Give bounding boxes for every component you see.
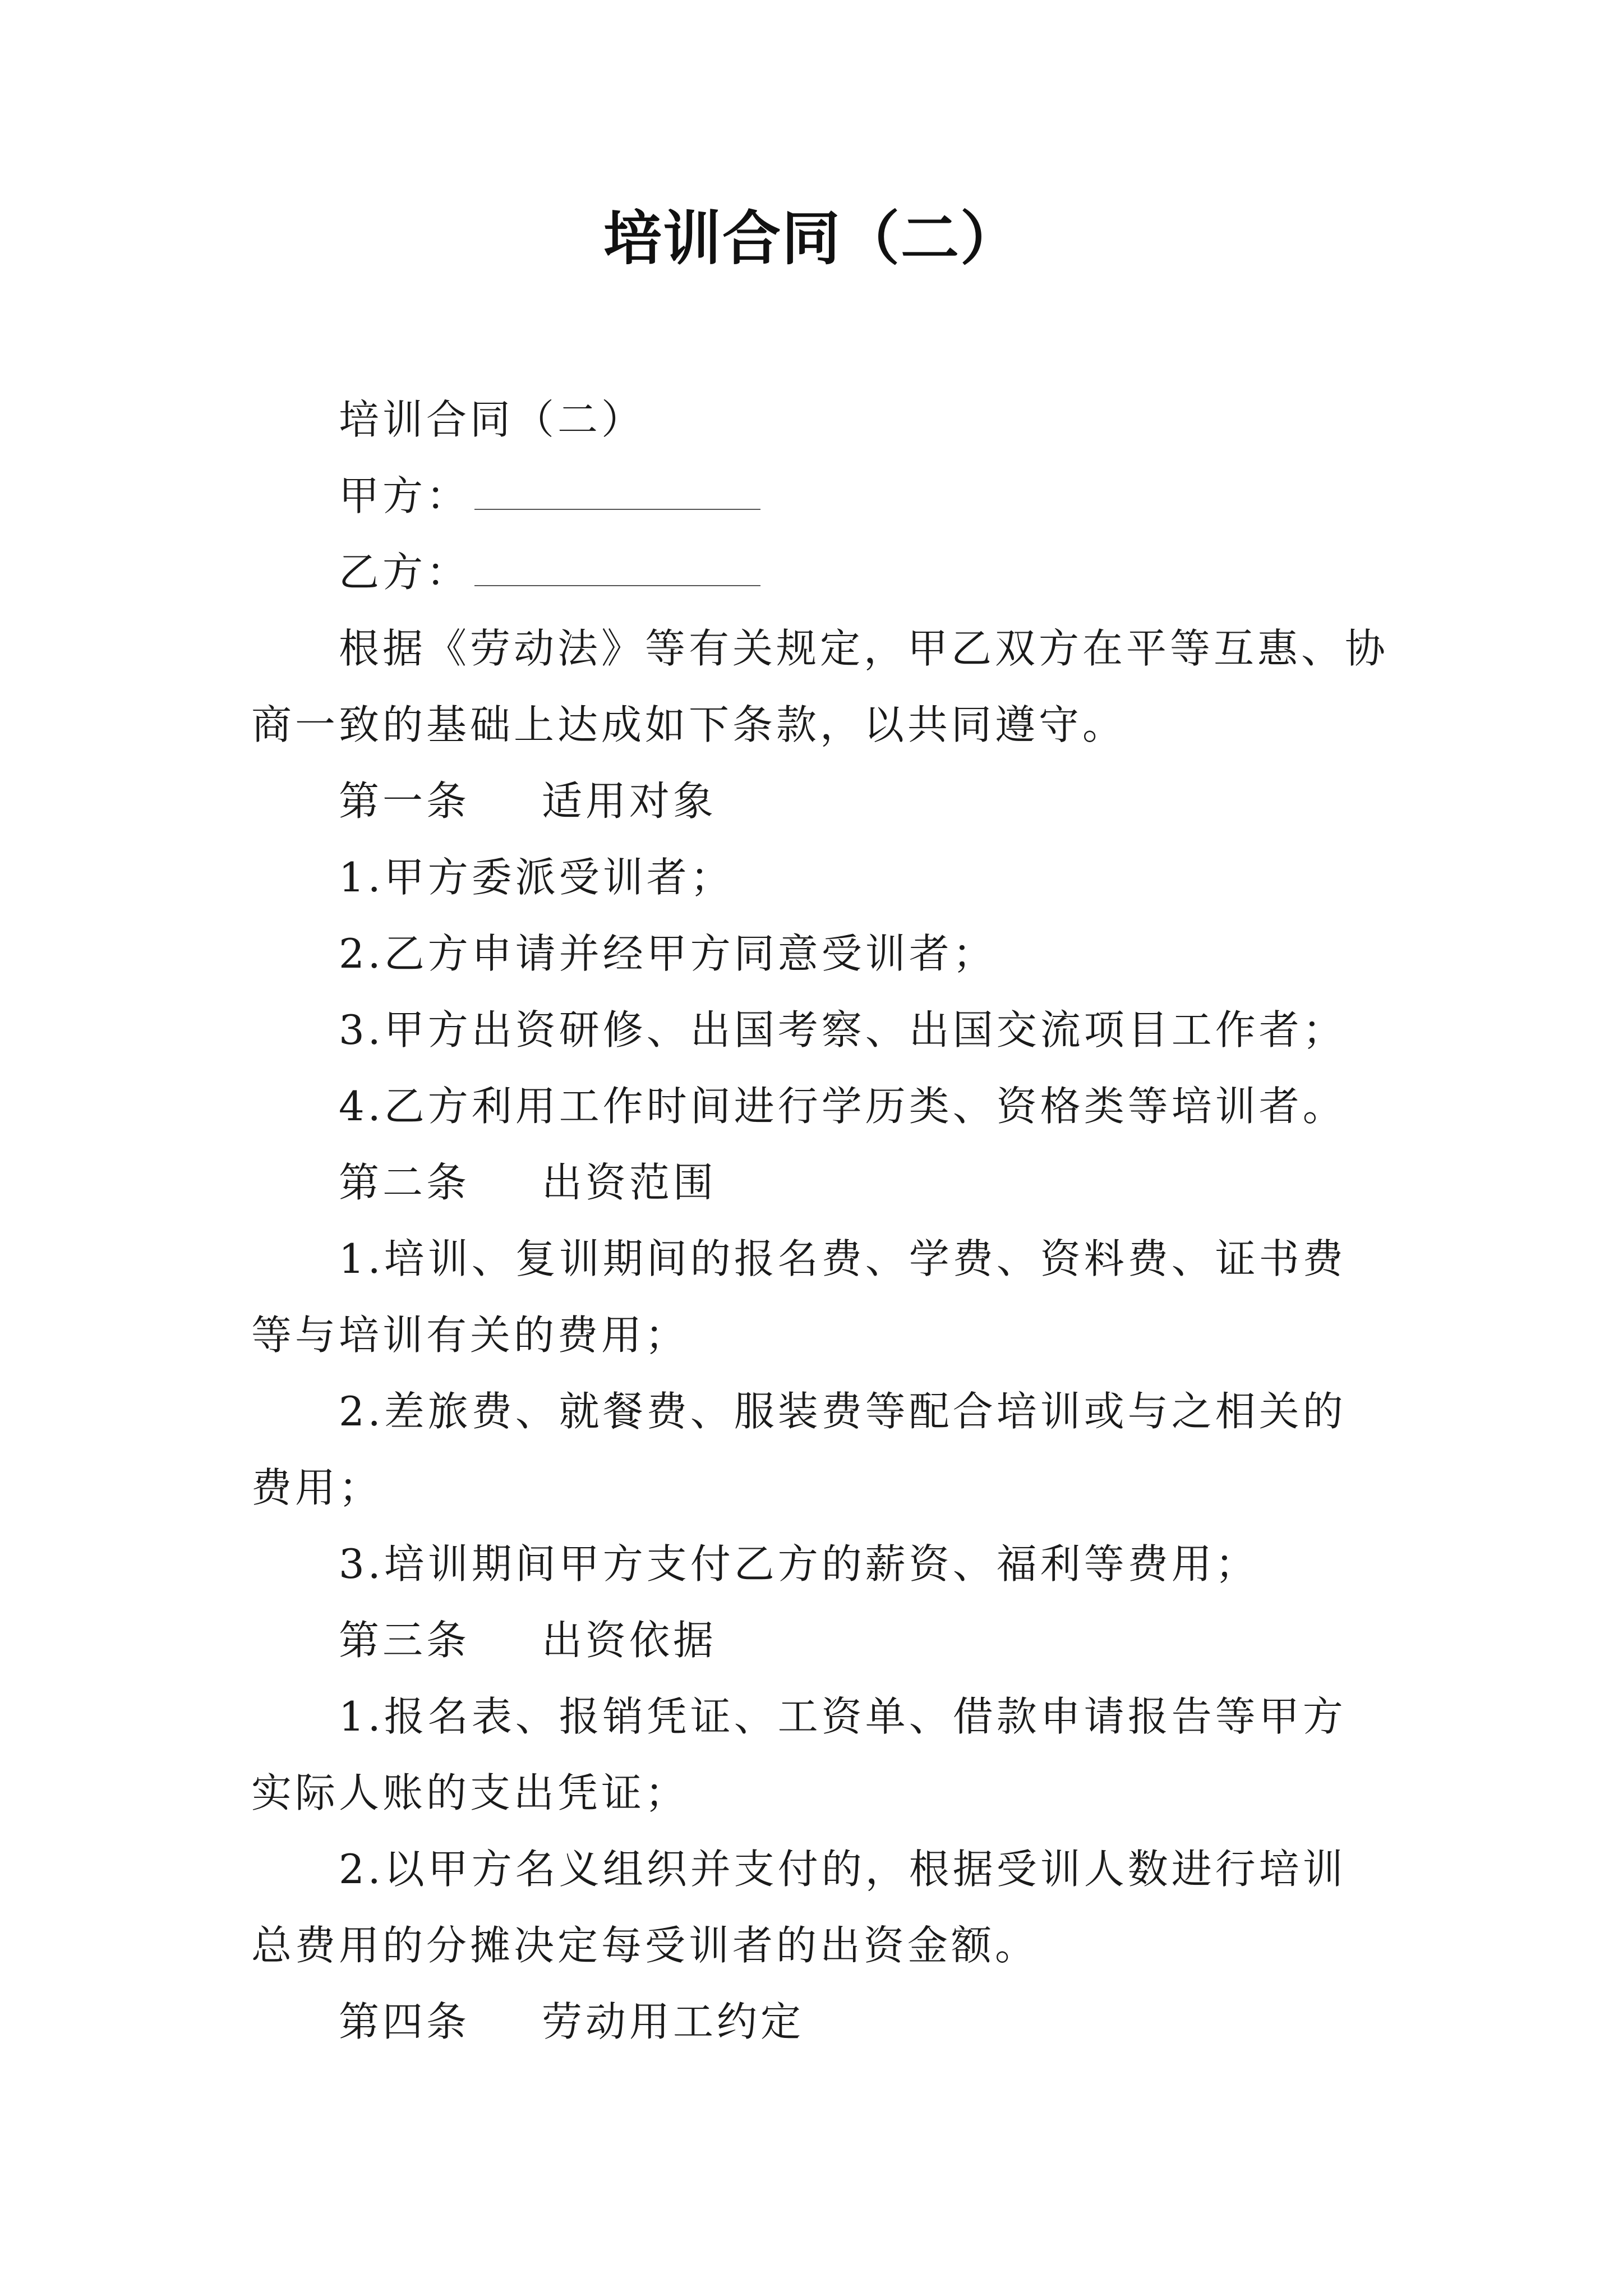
article-item: 3.甲方出资研修、出国考察、出国交流项目工作者；: [339, 1006, 1347, 1053]
article-title: 适用对象: [542, 777, 717, 825]
article-heading: [251, 1602, 1390, 1678]
document-title: 培训合同（二）: [603, 204, 1020, 273]
article-number: 第一条: [339, 777, 471, 825]
article-item: 2.差旅费、就餐费、服装费等配合培训或与之相关的费用；: [251, 1388, 1347, 1511]
party-b-blank: [474, 563, 760, 586]
article-title: 出资依据: [542, 1617, 717, 1664]
article-heading: [251, 1144, 1390, 1221]
party-a-label: 甲方：: [339, 472, 471, 519]
article-item: 1.甲方委派受训者；: [339, 854, 734, 901]
article-number: 第二条: [339, 1159, 471, 1206]
article-number: 第三条: [339, 1617, 471, 1664]
article-item: 1.报名表、报销凭证、工资单、借款申请报告等甲方实际人账的支出凭证；: [251, 1693, 1347, 1816]
party-b-label: 乙方：: [339, 549, 471, 596]
document-subtitle: 培训合同（二）: [339, 396, 645, 443]
article-item: 2.乙方申请并经甲方同意受训者；: [339, 930, 997, 977]
party-a-line: [251, 458, 1390, 534]
article-heading: [251, 763, 1390, 839]
intro-paragraph: 根据《劳动法》等有关规定，甲乙双方在平等互惠、协商一致的基础上达成如下条款，以共同遵守。: [251, 625, 1389, 748]
party-a-blank: [474, 486, 760, 510]
article-number: 第四条: [339, 1998, 471, 2045]
article-title: 出资范围: [542, 1159, 717, 1206]
article-heading: [251, 1984, 1390, 2060]
article-item: 3.培训期间甲方支付乙方的薪资、福利等费用；: [339, 1540, 1259, 1588]
article-title: 劳动用工约定: [542, 1998, 805, 2045]
article-item: 1.培训、复训期间的报名费、学费、资料费、证书费等与培训有关的费用；: [251, 1235, 1347, 1359]
party-b-line: [251, 534, 1390, 610]
article-item: 4.乙方利用工作时间进行学历类、资格类等培训者。: [339, 1083, 1347, 1130]
document-body: [251, 381, 1390, 2060]
article-item: 2.以甲方名义组织并支付的，根据受训人数进行培训总费用的分摊决定每受训者的出资金额。: [251, 1846, 1347, 1969]
